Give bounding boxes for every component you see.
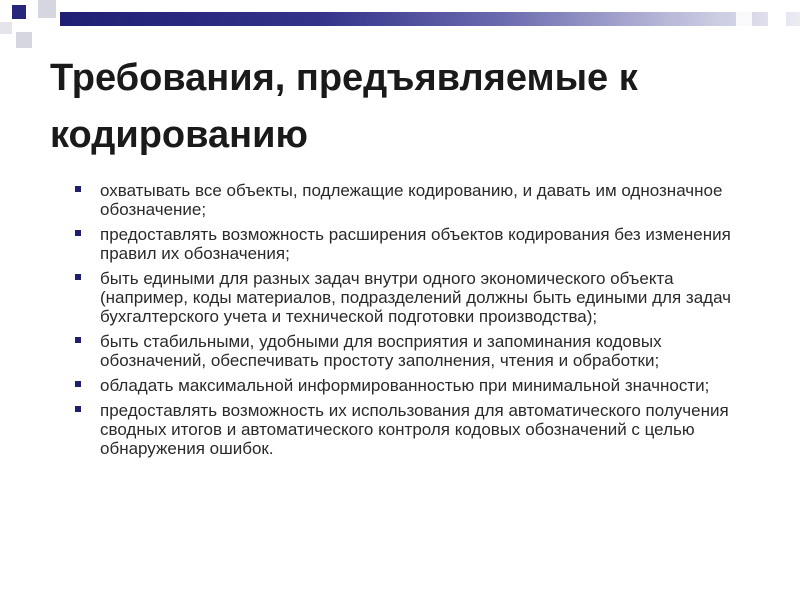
list-item-text: быть едиными для разных задач внутри одного экономического объекта (например, коды материалов, подразделений должны быть едиными для задач бухгалтерского учета и технической подготовки производства); xyxy=(100,269,732,326)
bullet-square-icon xyxy=(75,381,81,387)
bullet-square-icon xyxy=(75,406,81,412)
bullet-square-icon xyxy=(75,337,81,343)
decor-square-light xyxy=(16,32,32,48)
decor-square-light xyxy=(768,12,786,26)
header-gradient-band xyxy=(60,12,800,26)
requirements-list xyxy=(70,181,760,464)
bullet-square-icon xyxy=(75,274,81,280)
list-item xyxy=(70,225,760,263)
list-item xyxy=(70,181,760,219)
list-item-text: быть стабильными, удобными для восприятия и запоминания кодовых обозначений, обеспечивать простоту заполнения, чтения и обработки; xyxy=(100,332,662,370)
list-item-text: охватывать все объекты, подлежащие кодированию, и давать им однозначное обозначение; xyxy=(100,181,723,219)
list-item-text: обладать максимальной информированностью при минимальной значности; xyxy=(100,376,710,395)
list-item-text: предоставлять возможность расширения объектов кодирования без изменения правил их обозначения; xyxy=(100,225,731,263)
bullet-square-icon xyxy=(75,186,81,192)
page-title: Требования, предъявляемые к кодированию xyxy=(50,57,638,156)
list-item xyxy=(70,269,760,326)
list-item-text: предоставлять возможность их использования для автоматического получения сводных итогов и автоматического контроля кодовых обозначений с целью обнаружения ошибок. xyxy=(100,401,729,458)
list-item xyxy=(70,401,760,458)
decor-square-light xyxy=(736,12,752,26)
decor-square-dark xyxy=(12,5,26,19)
list-item xyxy=(70,332,760,370)
list-item xyxy=(70,376,760,395)
decor-square-light xyxy=(0,22,12,34)
decor-square-light xyxy=(38,0,56,18)
bullet-square-icon xyxy=(75,230,81,236)
